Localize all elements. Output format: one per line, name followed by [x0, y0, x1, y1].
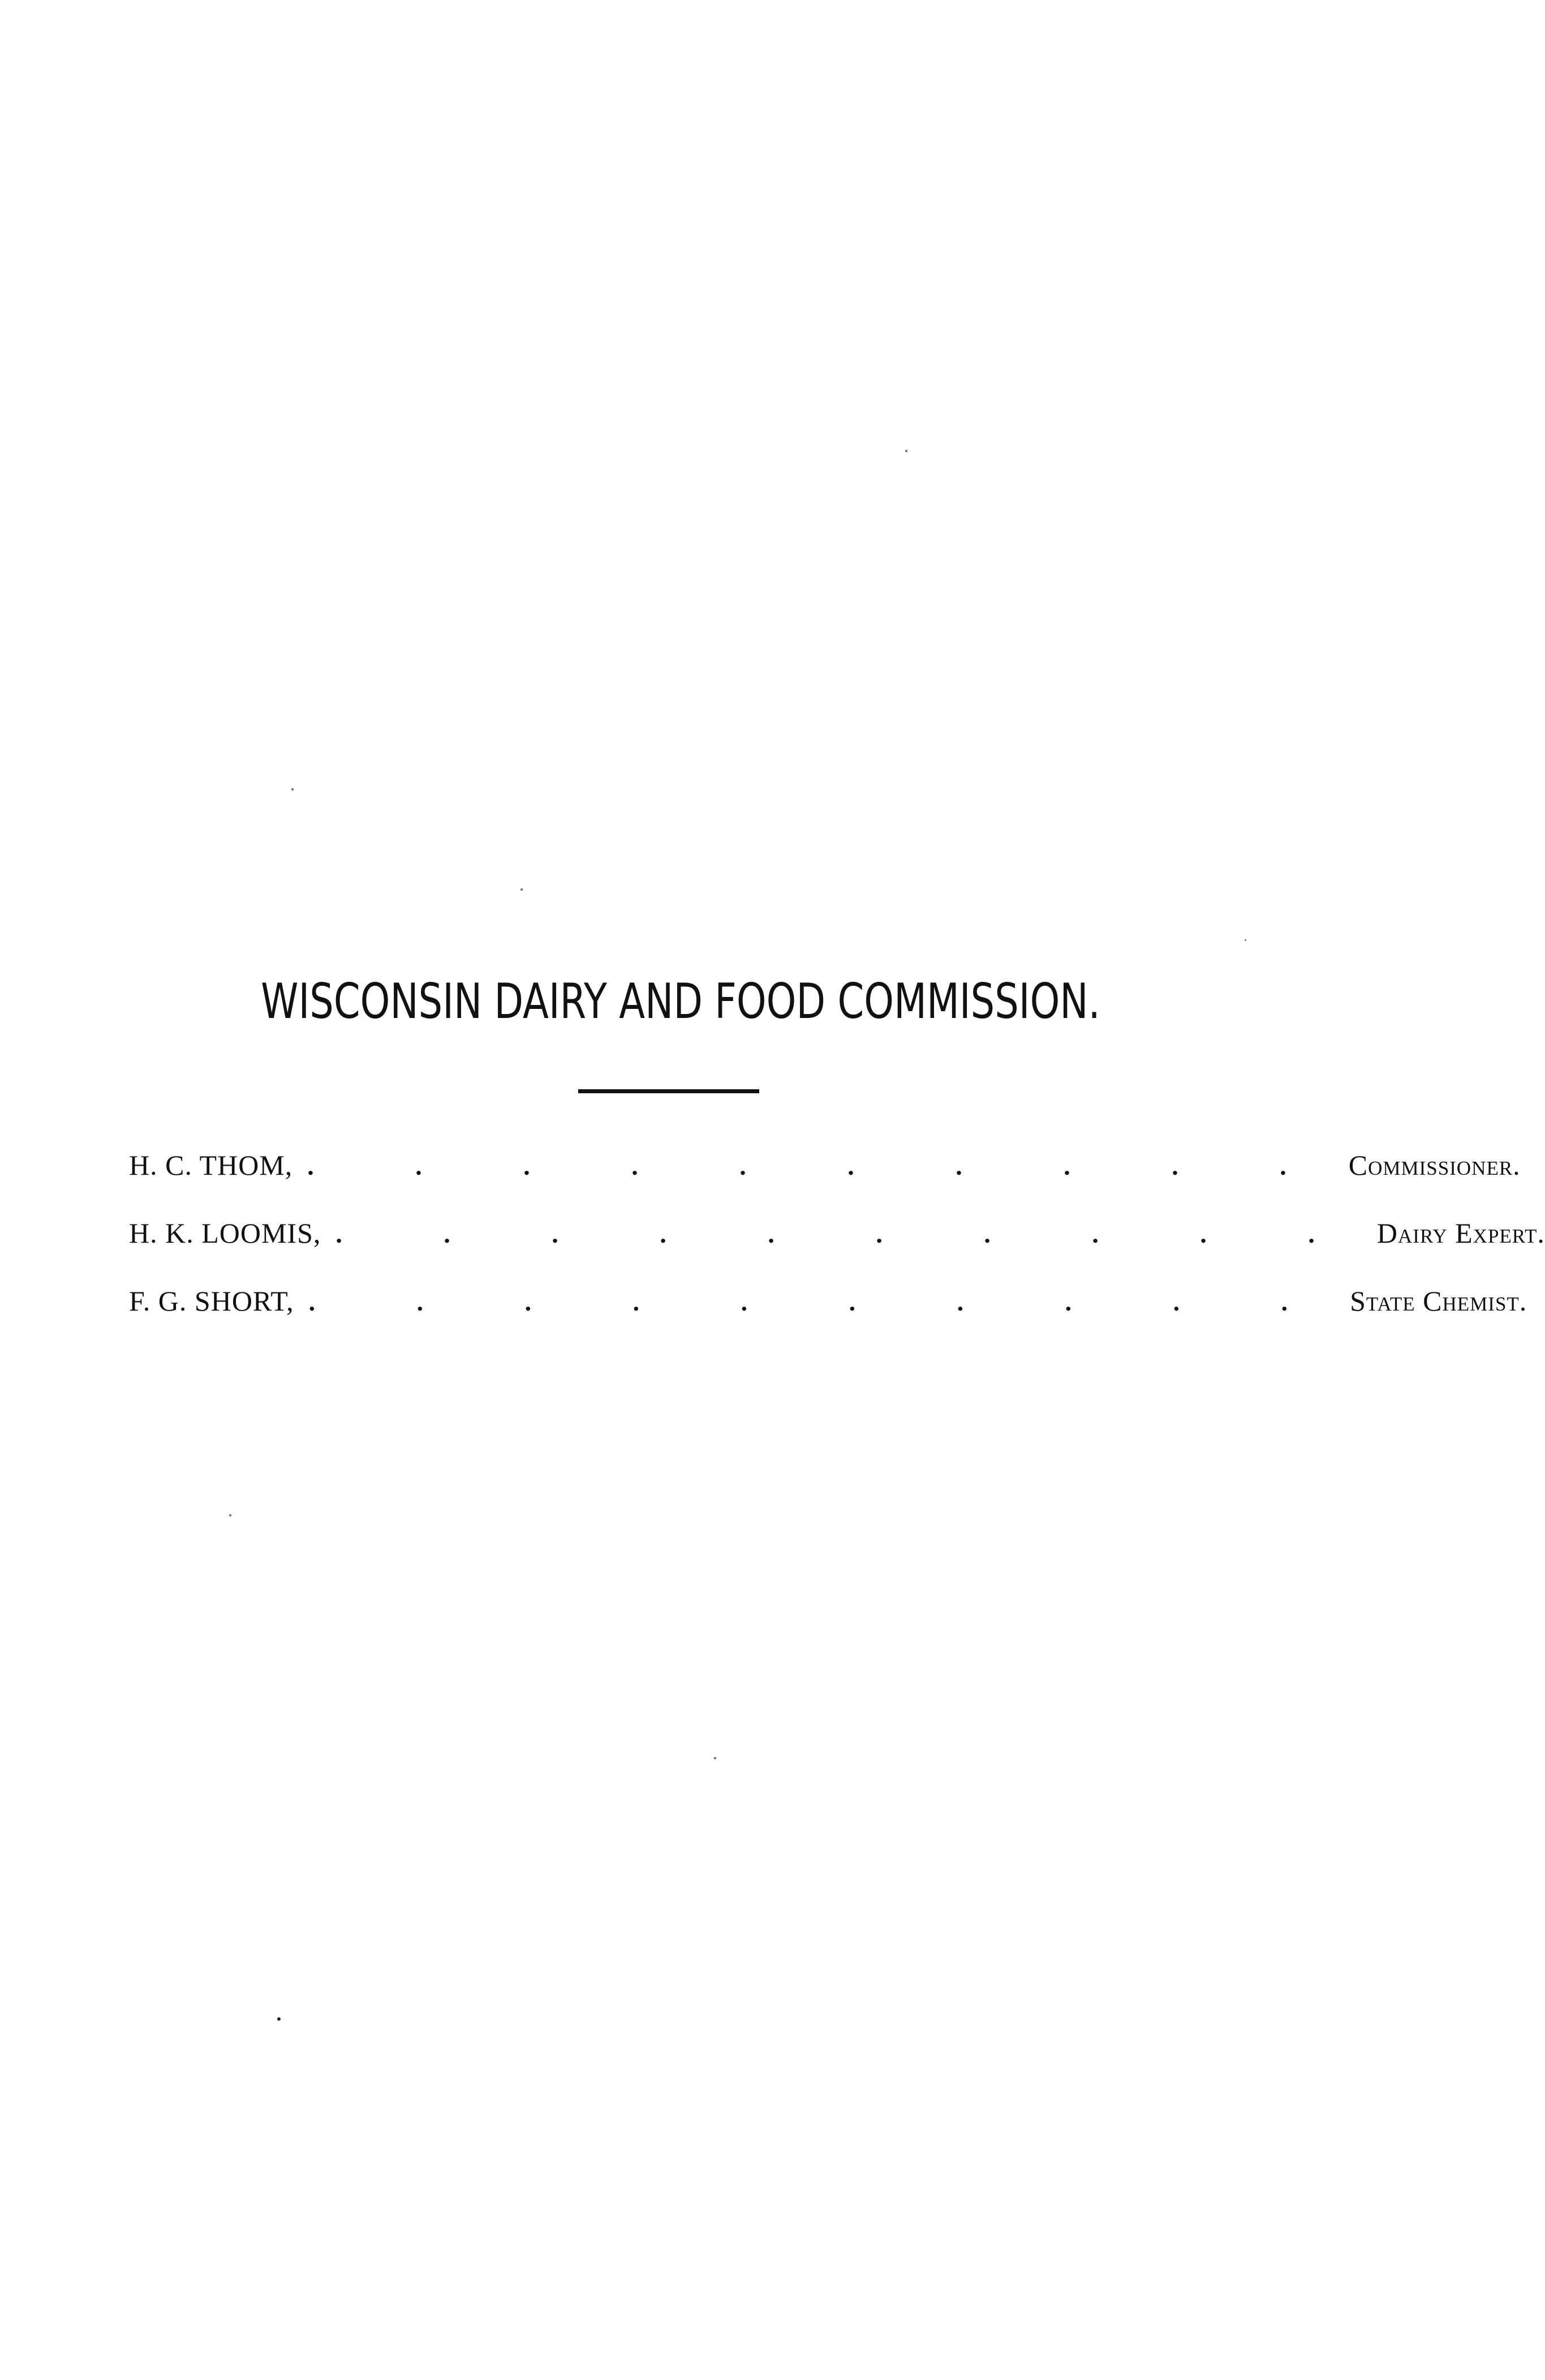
paper-speck [520, 888, 523, 891]
staff-name: H. C. THOM, [129, 1149, 293, 1181]
staff-row-state-chemist [129, 1284, 1527, 1352]
dot-leader: . . . . . . . . . . [308, 1287, 1336, 1316]
paper-speck [714, 1757, 716, 1759]
staff-role: State Chemist. [1350, 1285, 1527, 1317]
title-divider [578, 1089, 759, 1093]
paper-speck [905, 450, 907, 452]
paper-speck [1245, 939, 1246, 941]
staff-name: H. K. LOOMIS, [129, 1217, 321, 1249]
paper-speck [291, 788, 294, 791]
paper-speck [277, 2017, 281, 2021]
staff-role: Dairy Expert. [1376, 1217, 1545, 1249]
dot-leader: . . . . . . . . . . [335, 1219, 1362, 1248]
dot-leader: . . . . . . . . . . [307, 1152, 1334, 1180]
staff-row-commissioner [129, 1149, 1521, 1217]
staff-row-dairy-expert [129, 1217, 1545, 1284]
staff-role: Commissioner. [1348, 1149, 1521, 1181]
commission-title: WISCONSIN DAIRY AND FOOD COMMISSION. [261, 973, 1100, 1030]
staff-list [129, 1149, 1545, 1352]
paper-speck [229, 1514, 231, 1517]
staff-name: F. G. SHORT, [129, 1285, 294, 1317]
